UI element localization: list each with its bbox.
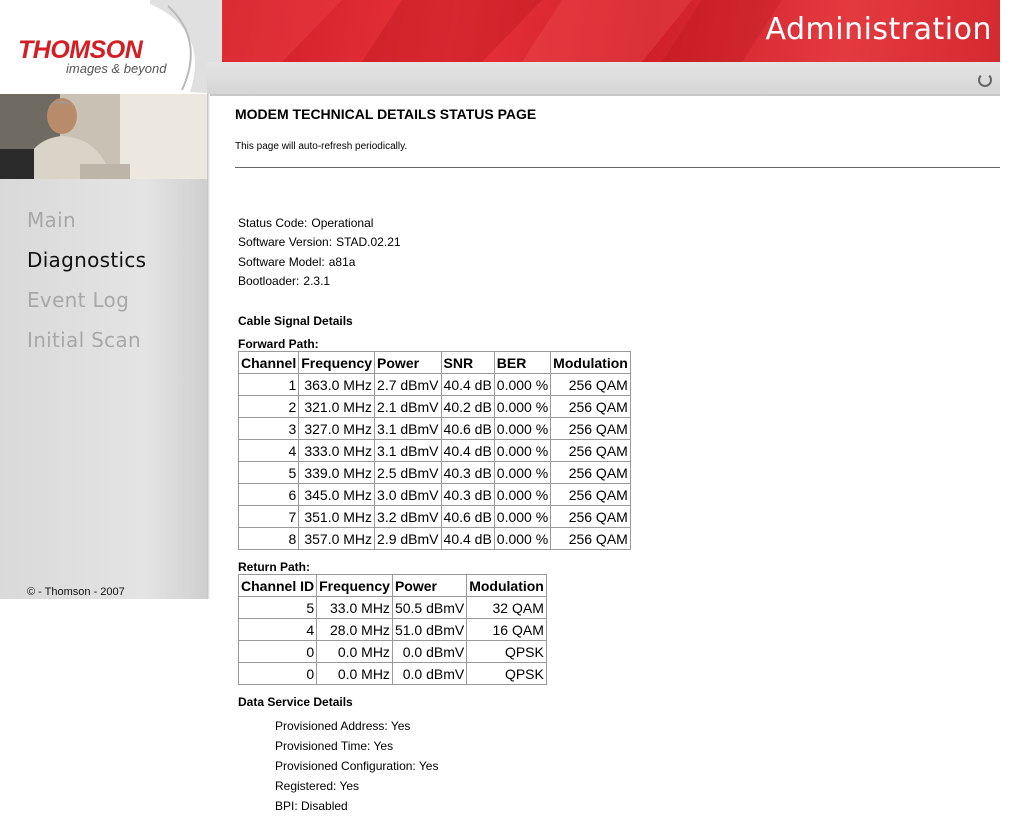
table-cell: 0.000 %	[494, 484, 550, 506]
software-model-label: Software Model:	[238, 254, 325, 269]
table-cell: 0.000 %	[494, 396, 550, 418]
column-header: SNR	[441, 352, 494, 374]
sidebar-nav	[27, 207, 146, 367]
table-row	[239, 528, 631, 550]
table-cell: 5	[239, 597, 317, 619]
list-item: Provisioned Address: Yes	[275, 719, 411, 733]
software-version-row	[238, 233, 401, 252]
table-cell: 40.6 dB	[441, 418, 494, 440]
table-cell: 51.0 dBmV	[392, 619, 466, 641]
table-cell: 1	[239, 374, 299, 396]
table-row	[239, 396, 631, 418]
table-cell: 28.0 MHz	[317, 619, 393, 641]
column-header: Modulation	[467, 575, 547, 597]
table-cell: 50.5 dBmV	[392, 597, 466, 619]
page-title: MODEM TECHNICAL DETAILS STATUS PAGE	[235, 106, 537, 122]
table-cell: 5	[239, 462, 299, 484]
table-cell: 2	[239, 396, 299, 418]
table-row	[239, 418, 631, 440]
brand-name: THOMSON	[18, 36, 143, 64]
column-header: BER	[494, 352, 550, 374]
return-path-table	[238, 574, 547, 685]
table-cell: 40.3 dB	[441, 462, 494, 484]
table-cell: 40.6 dB	[441, 506, 494, 528]
table-cell: 33.0 MHz	[317, 597, 393, 619]
software-model-row	[238, 253, 401, 272]
bootloader-label: Bootloader:	[238, 273, 300, 288]
divider	[235, 167, 1000, 168]
table-cell: 0.000 %	[494, 440, 550, 462]
table-cell: 351.0 MHz	[299, 506, 375, 528]
sidebar-item-diagnostics[interactable]: Diagnostics	[27, 248, 147, 272]
data-service-list	[275, 716, 438, 816]
sidebar-item-main[interactable]: Main	[27, 208, 76, 232]
column-header: Power	[375, 352, 441, 374]
table-cell: 2.5 dBmV	[375, 462, 441, 484]
table-cell: 256 QAM	[551, 396, 631, 418]
copyright: © - Thomson - 2007	[27, 586, 125, 598]
column-header: Frequency	[317, 575, 393, 597]
bootloader-row	[238, 272, 401, 291]
table-cell: 256 QAM	[551, 374, 631, 396]
header-banner	[222, 0, 1000, 62]
table-row	[239, 374, 631, 396]
table-cell: 345.0 MHz	[299, 484, 375, 506]
table-cell: 3.2 dBmV	[375, 506, 441, 528]
table-cell: 357.0 MHz	[299, 528, 375, 550]
table-cell: QPSK	[467, 641, 547, 663]
table-cell: 363.0 MHz	[299, 374, 375, 396]
sidebar-photo	[0, 94, 207, 179]
table-cell: 40.2 dB	[441, 396, 494, 418]
table-cell: 0.0 dBmV	[392, 641, 466, 663]
table-cell: 0.0 dBmV	[392, 663, 466, 685]
table-cell: 0.000 %	[494, 462, 550, 484]
software-version-label: Software Version:	[238, 235, 333, 250]
status-code-value: Operational	[311, 216, 374, 230]
table-row	[239, 597, 547, 619]
table-cell: 0.000 %	[494, 506, 550, 528]
table-cell: 32 QAM	[467, 597, 547, 619]
table-cell: 0.000 %	[494, 374, 550, 396]
table-cell: 3.0 dBmV	[375, 484, 441, 506]
table-cell: 2.7 dBmV	[375, 374, 441, 396]
data-service-heading: Data Service Details	[238, 695, 353, 709]
table-cell: 256 QAM	[551, 506, 631, 528]
table-cell: 333.0 MHz	[299, 440, 375, 462]
table-cell: 16 QAM	[467, 619, 547, 641]
table-cell: 0.000 %	[494, 418, 550, 440]
table-cell: 6	[239, 484, 299, 506]
table-cell: 7	[239, 506, 299, 528]
table-cell: 339.0 MHz	[299, 462, 375, 484]
table-cell: 3.1 dBmV	[375, 440, 441, 462]
table-cell: 3	[239, 418, 299, 440]
software-version-value: STAD.02.21	[336, 235, 401, 250]
column-header: Channel	[239, 352, 299, 374]
table-cell: 4	[239, 440, 299, 462]
table-cell: 0.000 %	[494, 528, 550, 550]
table-row	[239, 641, 547, 663]
table-row	[239, 506, 631, 528]
table-row	[239, 663, 547, 685]
table-cell: 40.4 dB	[441, 374, 494, 396]
sidebar-item-event-log[interactable]: Event Log	[27, 288, 130, 312]
return-path-label: Return Path:	[238, 560, 310, 574]
table-row	[239, 484, 631, 506]
table-cell: 256 QAM	[551, 462, 631, 484]
table-cell: 0	[239, 641, 317, 663]
column-header: Power	[392, 575, 466, 597]
refresh-note: This page will auto-refresh periodically.	[235, 141, 408, 152]
forward-path-label: Forward Path:	[238, 337, 319, 351]
status-block	[238, 214, 401, 291]
bootloader-value: 2.3.1	[303, 273, 331, 288]
column-header: Modulation	[551, 352, 631, 374]
table-cell: 40.4 dB	[441, 528, 494, 550]
sidebar-item-initial-scan[interactable]: Initial Scan	[27, 328, 141, 352]
list-item: Registered: Yes	[275, 779, 360, 793]
header-divider	[207, 94, 1000, 96]
list-item: Provisioned Configuration: Yes	[275, 759, 439, 773]
table-cell: 0	[239, 663, 317, 685]
table-cell: 0.0 MHz	[317, 641, 393, 663]
list-item: Provisioned Time: Yes	[275, 739, 394, 753]
sidebar-edge	[207, 94, 210, 599]
forward-path-table	[238, 351, 631, 550]
table-cell: 2.1 dBmV	[375, 396, 441, 418]
table-header-row	[239, 575, 547, 597]
software-model-value: a81a	[328, 254, 356, 269]
loading-spinner-icon	[978, 73, 992, 87]
cable-signal-heading: Cable Signal Details	[238, 314, 353, 328]
table-cell: 321.0 MHz	[299, 396, 375, 418]
table-cell: 256 QAM	[551, 418, 631, 440]
table-row	[239, 619, 547, 641]
brand-tagline: images & beyond	[66, 61, 167, 76]
list-item: BPI: Disabled	[275, 799, 348, 813]
column-header: Channel ID	[239, 575, 317, 597]
table-cell: 4	[239, 619, 317, 641]
table-cell: 40.4 dB	[441, 440, 494, 462]
table-cell: 256 QAM	[551, 484, 631, 506]
logo	[0, 0, 222, 94]
table-cell: 40.3 dB	[441, 484, 494, 506]
table-cell: 2.9 dBmV	[375, 528, 441, 550]
page-header-title: Administration	[765, 12, 992, 47]
table-cell: QPSK	[467, 663, 547, 685]
table-cell: 256 QAM	[551, 440, 631, 462]
table-cell: 256 QAM	[551, 528, 631, 550]
table-header-row	[239, 352, 631, 374]
table-row	[239, 462, 631, 484]
table-cell: 8	[239, 528, 299, 550]
status-code-label: Status Code:	[238, 216, 308, 230]
column-header: Frequency	[299, 352, 375, 374]
table-cell: 0.0 MHz	[317, 663, 393, 685]
table-row	[239, 440, 631, 462]
status-code-row	[238, 214, 401, 233]
person-photo-icon	[0, 94, 207, 179]
table-cell: 327.0 MHz	[299, 418, 375, 440]
toolbar-strip	[207, 62, 1000, 95]
table-cell: 3.1 dBmV	[375, 418, 441, 440]
